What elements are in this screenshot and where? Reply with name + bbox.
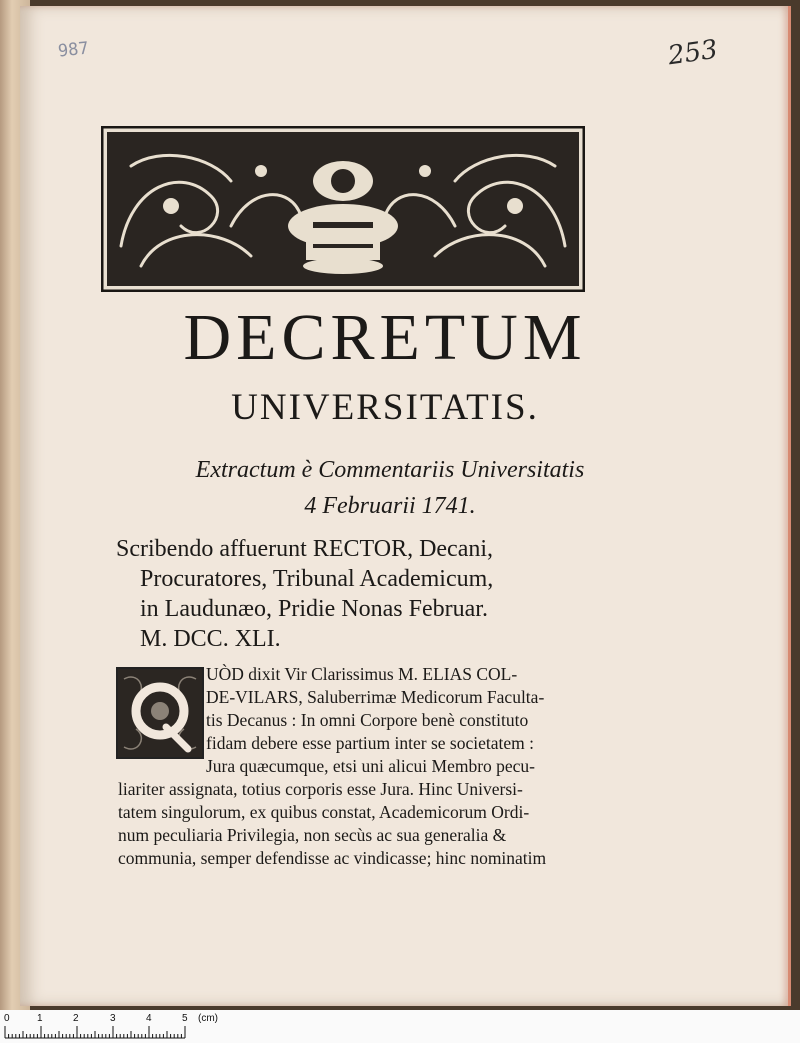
body-line: tis Decanus : In omni Corpore benè constituto bbox=[206, 710, 529, 730]
ruler-label: 1 bbox=[37, 1013, 43, 1024]
extract-heading bbox=[0, 452, 790, 524]
ruler-label: 2 bbox=[73, 1013, 79, 1024]
body-line: communia, semper defendisse ac vindicasse; hinc nominatim bbox=[118, 848, 547, 868]
decree-body-text bbox=[118, 663, 588, 870]
attendance-line: Scribendo affuerunt RECTOR, Decani, bbox=[116, 536, 494, 562]
extract-line-source: Extractum è Commentariis Universitatis bbox=[195, 457, 585, 483]
ruler-label: 4 bbox=[146, 1013, 152, 1024]
ruler-unit: (cm) bbox=[198, 1013, 218, 1024]
body-line: tatem singulorum, ex quibus constat, Academicorum Ordi- bbox=[118, 802, 530, 822]
body-line: UÒD dixit Vir Clarissimus M. ELIAS COL- bbox=[206, 664, 518, 684]
document-title: DECRETUM bbox=[183, 301, 587, 374]
body-line: liariter assignata, totius corporis esse Jura. Hinc Universi- bbox=[118, 779, 523, 799]
ruler-label: 5 bbox=[182, 1013, 188, 1024]
attendance-line: M. DCC. XLI. bbox=[140, 626, 281, 652]
attendance-paragraph bbox=[116, 534, 596, 654]
extract-line-date: 4 Februarii 1741. bbox=[304, 493, 476, 519]
manuscript-note-left: 987 bbox=[57, 38, 90, 62]
document-subtitle: UNIVERSITATIS. bbox=[231, 387, 539, 428]
body-line: num peculiaria Privilegia, non secùs ac sua generalia & bbox=[118, 825, 507, 845]
ruler-label: 3 bbox=[110, 1013, 116, 1024]
attendance-line: Procuratores, Tribunal Academicum, bbox=[140, 566, 494, 592]
folio-number: 253 bbox=[666, 34, 720, 72]
body-line: DE-VILARS, Saluberrimæ Medicorum Faculta- bbox=[206, 687, 545, 707]
ruler-ticks bbox=[0, 1026, 200, 1040]
attendance-line: in Laudunæo, Pridie Nonas Februar. bbox=[140, 596, 488, 622]
scale-ruler bbox=[0, 1010, 800, 1043]
body-line: Jura quæcumque, etsi uni alicui Membro pecu- bbox=[206, 756, 536, 776]
body-line: fidam debere esse partium inter se societatem : bbox=[206, 733, 534, 753]
ornamental-headpiece bbox=[101, 126, 585, 292]
ruler-label: 0 bbox=[4, 1013, 10, 1024]
